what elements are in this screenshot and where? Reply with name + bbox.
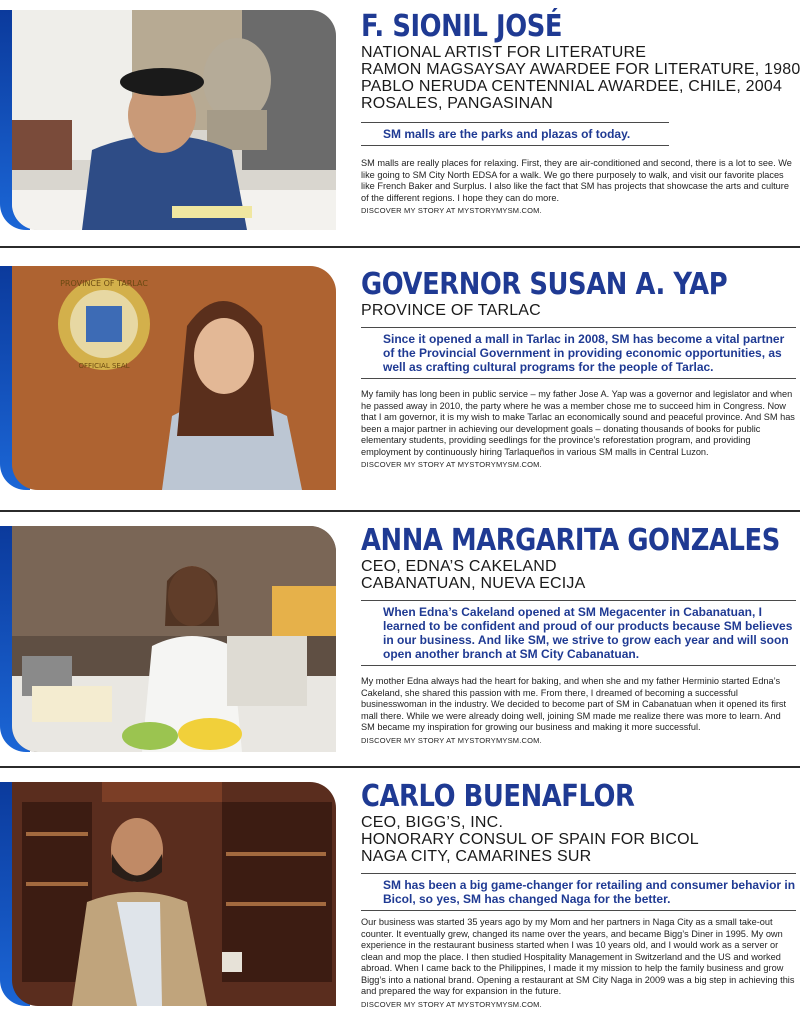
pull-quote: When Edna’s Cakeland opened at SM Megacenter in Cabanatuan, I learned to be confident and proud of our products because SM believes in our business. And like SM, we strive to grow each year and will soon open another branch at SM City Cabanatuan.: [383, 605, 793, 661]
section-divider: [0, 766, 800, 768]
quote-box: [361, 873, 796, 911]
person-name: CARLO BUENAFLOR: [361, 779, 635, 814]
profile-anna-gonzales: [0, 514, 800, 766]
story-body: Our business was started 35 years ago by my Mom and her partners in Naga City as a small take-out counter. It eventually grew, changed its name over the years, and became Bigg’s Diner in 1995. My own experience in the restaurant business started when I was 10 years old, and I would work as a server or clean and mop the place. I then studied Hospitality Management in Switzerland and the US and worked abroad. When I came back to the Philippines, I made it my mission to help the family business and grow Bigg’s into a national brand. Opening a restaurant at SM City Naga in 2009 was a big step in achieving this and prepared the way for expansion in the future.: [361, 917, 795, 996]
profile-text: [361, 9, 800, 216]
person-title-1: PROVINCE OF TARLAC: [361, 302, 541, 319]
portrait-photo-susan-yap: [12, 266, 336, 490]
pull-quote: Since it opened a mall in Tarlac in 2008, SM has become a vital partner of the Provincial Government in providing economic opportunities, as well as crafting cultural programs for the people of Tarlac.: [383, 332, 785, 374]
story-body: SM malls are really places for relaxing. First, they are air-conditioned and second, there is a lot to see. We like going to SM City North EDSA for a walk. We go there purposely to walk, and visit our favorite places like French Baker and Surplus. I also like the fact that SM has projects that showcase the arts and culture of the different regions. I hope they can do more.: [361, 158, 792, 203]
quote-box: [361, 122, 669, 146]
profile-photo-frame: [0, 266, 336, 490]
person-title-1: NATIONAL ARTIST FOR LITERATURE: [361, 44, 647, 61]
profile-text: [361, 524, 796, 746]
person-title-3: PABLO NERUDA CENTENNIAL AWARDEE, CHILE, 2004: [361, 78, 783, 95]
seal-text-top: PROVINCE OF TARLAC: [60, 279, 148, 288]
profile-carlo-buenaflor: [0, 770, 800, 1012]
profile-photo-frame: [0, 782, 336, 1006]
section-divider: [0, 246, 800, 248]
person-title-1: CEO, EDNA’S CAKELAND: [361, 558, 557, 575]
pull-quote: SM malls are the parks and plazas of today.: [383, 127, 631, 141]
profile-sionil-jose: [0, 0, 800, 246]
person-title-2: RAMON MAGSAYSAY AWARDEE FOR LITERATURE, 1980: [361, 61, 800, 78]
profile-susan-yap: [0, 250, 800, 510]
quote-box: [361, 600, 796, 666]
seal-text-bottom: OFFICIAL SEAL: [78, 362, 130, 370]
portrait-photo-sionil-jose: [12, 10, 336, 230]
quote-box: [361, 327, 796, 379]
person-name: F. SIONIL JOSÉ: [361, 9, 563, 44]
person-name: ANNA MARGARITA GONZALES: [361, 523, 780, 558]
person-name: GOVERNOR SUSAN A. YAP: [361, 267, 728, 302]
profile-photo-frame: [0, 526, 336, 752]
pull-quote: SM has been a big game-changer for retailing and consumer behavior in Bicol, so yes, SM has changed Naga for the better.: [383, 878, 796, 906]
person-title-3: NAGA CITY, CAMARINES SUR: [361, 848, 592, 865]
portrait-photo-carlo-buenaflor: [12, 782, 336, 1006]
profile-photo-frame: [0, 10, 336, 230]
portrait-photo-anna-gonzales: [12, 526, 336, 752]
story-body: My mother Edna always had the heart for baking, and when she and my father Herminio started Edna’s Cakeland, she shared this passion with me. From there, I dreamed of becoming a successful businesswoman in the industry. We decided to become part of SM in Cabanatuan when it opened its first mall there. While we were already doing well, joining SM made me realize there was more to learn. And SM became my inspiration for growing our business and making it more successful.: [361, 676, 787, 732]
discover-link-text: DISCOVER MY STORY AT MYSTORYMYSM.COM.: [361, 206, 542, 215]
person-title-2: CABANATUAN, NUEVA ECIJA: [361, 575, 586, 592]
profile-text: [361, 268, 796, 470]
profile-text: [361, 780, 796, 1010]
person-title-4: ROSALES, PANGASINAN: [361, 95, 554, 112]
person-title-1: CEO, BIGG’S, INC.: [361, 814, 504, 831]
discover-link-text: DISCOVER MY STORY AT MYSTORYMYSM.COM.: [361, 735, 542, 745]
section-divider: [0, 510, 800, 512]
discover-link-text: DISCOVER MY STORY AT MYSTORYMYSM.COM.: [361, 999, 542, 1009]
discover-link-text: DISCOVER MY STORY AT MYSTORYMYSM.COM.: [361, 460, 542, 469]
story-body: My family has long been in public service – my father Jose A. Yap was a governor and legislator and when he passed away in 2010, the party where he was a member chose me to succeed him in Congress. Now that I am governor, it is my wish to make Tarlac an economically sound and peaceful province. And SM has been a major partner in achieving our development goals – donating thousands of books for public elementary students, providing seedlings for the province’s reforestation program, and providing employment by continuously hiring Tarlaqueños in various SM malls in Central Luzon.: [361, 389, 795, 457]
person-title-2: HONORARY CONSUL OF SPAIN FOR BICOL: [361, 831, 699, 848]
